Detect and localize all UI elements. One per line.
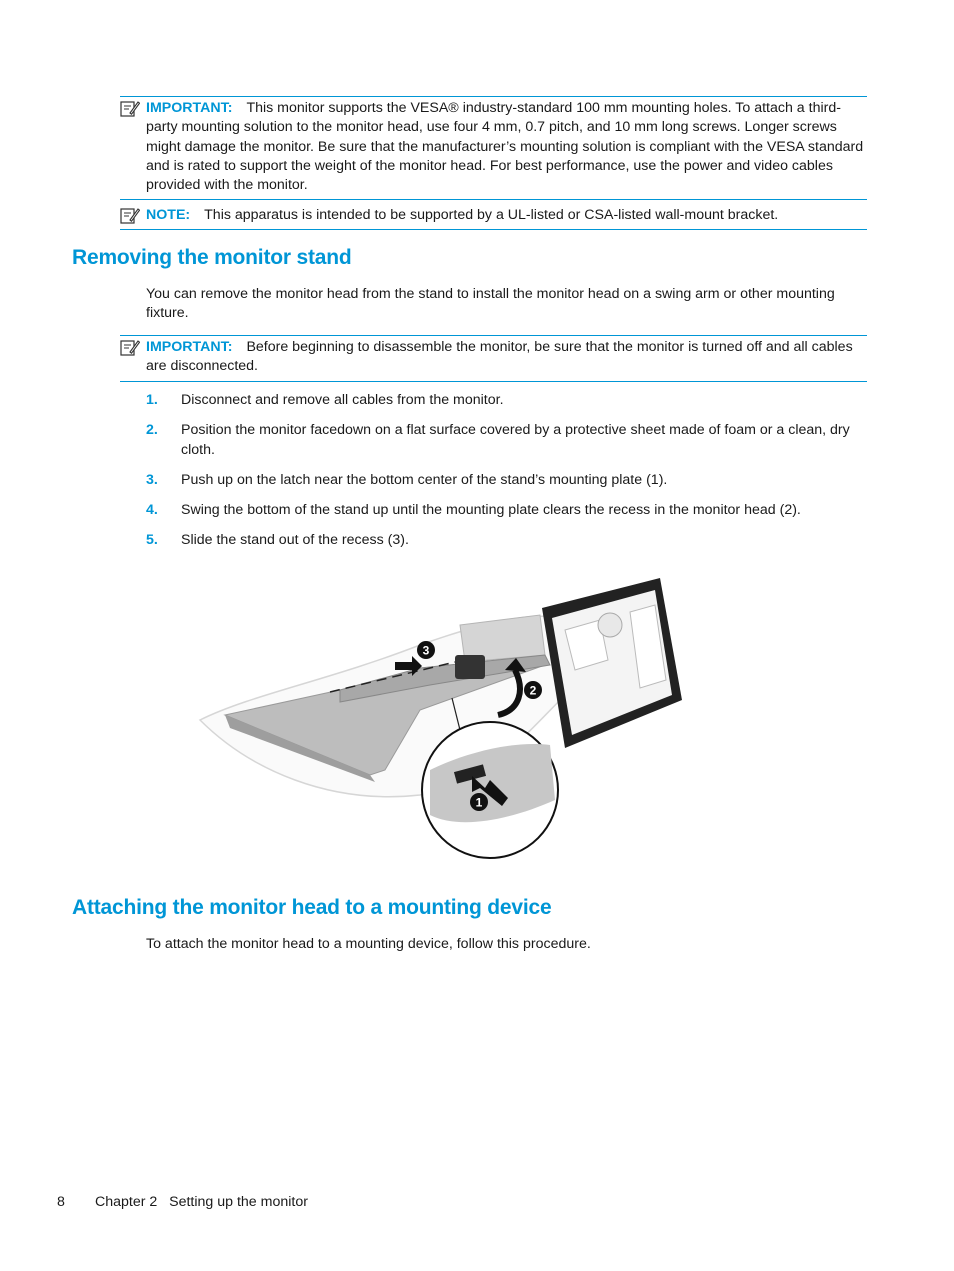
note-notice	[120, 204, 867, 230]
step-item	[146, 501, 866, 520]
step-number: 2.	[146, 422, 158, 439]
callout-3-label: 3	[422, 643, 430, 658]
section-heading-attaching-head: Attaching the monitor head to a mounting device	[72, 896, 552, 919]
step-number: 1.	[146, 392, 158, 408]
callout-1-label: 1	[475, 795, 483, 810]
note-pencil-icon	[120, 339, 140, 357]
step-item	[146, 471, 866, 490]
step-text: Swing the bottom of the stand up until the mounting plate clears the recess in the monitor head (2).	[181, 502, 801, 519]
step-number: 5.	[146, 532, 158, 549]
note-pencil-icon	[120, 100, 140, 118]
section-intro: You can remove the monitor head from the stand to install the monitor head on a swing arm or other mounting fixture.	[146, 286, 835, 322]
step-text: Slide the stand out of the recess (3).	[181, 532, 409, 549]
section-intro: To attach the monitor head to a mounting device, follow this procedure.	[146, 936, 591, 952]
chapter-title: Chapter 2 Setting up the monitor	[95, 1194, 308, 1210]
step-text: Position the monitor facedown on a flat surface covered by a protective sheet made of foam or a clean, dry cloth.	[181, 422, 850, 458]
step-number: 4.	[146, 502, 158, 519]
important-notice	[120, 96, 867, 200]
procedure-steps	[146, 391, 866, 562]
note-pencil-icon	[120, 207, 140, 225]
section-heading-removing-stand: Removing the monitor stand	[72, 246, 352, 269]
notice-label: NOTE:	[146, 207, 191, 223]
step-item	[146, 531, 866, 550]
important-notice	[120, 335, 867, 382]
notice-label: IMPORTANT:	[146, 100, 233, 116]
step-text: Disconnect and remove all cables from the monitor.	[181, 392, 504, 408]
step-number: 3.	[146, 471, 158, 488]
callout-2-label: 2	[529, 683, 537, 698]
notice-text: This monitor supports the VESA® industry-standard 100 mm mounting holes. To attach a third-party mounting solution to the monitor head, use four 4 mm, 0.7 pitch, and 10 mm long screws. Longer screws might damage the monitor. Be sure that the manufacturer’s mounting solution is compliant with the VESA standard and is rated to support the weight of the monitor head. For best performance, use the power and video cables provided with the monitor.	[146, 100, 864, 194]
notice-label: IMPORTANT:	[146, 339, 233, 355]
step-text: Push up on the latch near the bottom center of the stand’s mounting plate (1).	[181, 471, 668, 488]
step-item	[146, 391, 866, 410]
notice-text: Before beginning to disassemble the monitor, be sure that the monitor is turned off and all cables are disconnected.	[146, 339, 853, 375]
page-number: 8	[57, 1194, 65, 1210]
notice-text: This apparatus is intended to be supported by a UL-listed or CSA-listed wall-mount bracket.	[204, 207, 779, 223]
stand-removal-illustration	[190, 570, 700, 865]
step-item	[146, 421, 866, 460]
